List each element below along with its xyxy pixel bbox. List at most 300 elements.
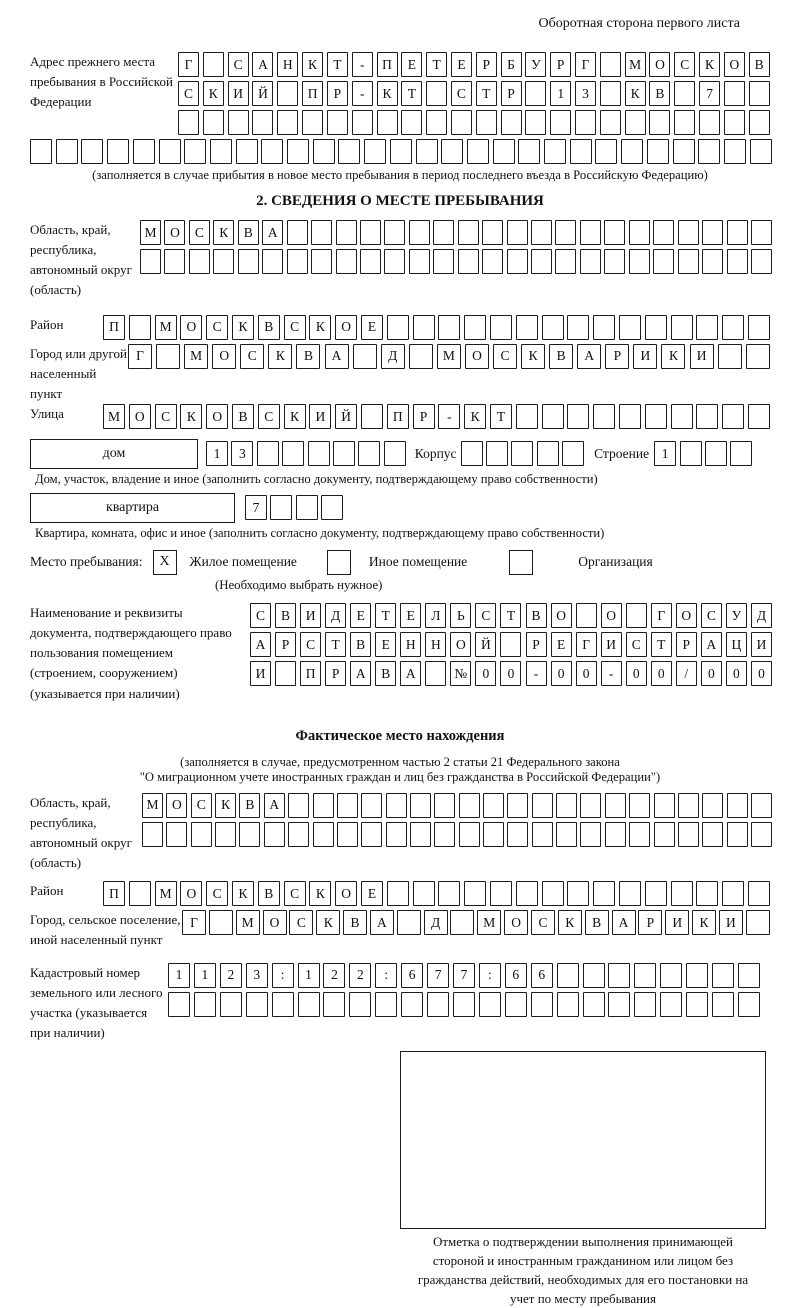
char-cell[interactable]: У xyxy=(726,603,747,628)
stay-type-checkbox-organization[interactable] xyxy=(509,550,533,575)
char-cell[interactable]: В xyxy=(238,220,259,245)
char-cell[interactable]: М xyxy=(184,344,208,369)
char-cell[interactable] xyxy=(751,220,772,245)
char-cell[interactable]: 3 xyxy=(231,441,253,466)
char-cell[interactable]: О xyxy=(601,603,622,628)
char-cell[interactable] xyxy=(140,249,161,274)
char-cell[interactable]: В xyxy=(258,315,280,340)
char-cell[interactable] xyxy=(749,110,770,135)
char-cell[interactable] xyxy=(686,992,708,1017)
char-cell[interactable]: С xyxy=(191,793,212,818)
char-cell[interactable] xyxy=(583,963,605,988)
char-cell[interactable]: С xyxy=(475,603,496,628)
char-cell[interactable]: Т xyxy=(476,81,497,106)
char-cell[interactable]: Т xyxy=(500,603,521,628)
char-cell[interactable] xyxy=(567,315,589,340)
char-cell[interactable]: О xyxy=(263,910,287,935)
char-cell[interactable] xyxy=(629,220,650,245)
char-cell[interactable]: Р xyxy=(676,632,697,657)
char-cell[interactable]: С xyxy=(531,910,555,935)
char-cell[interactable] xyxy=(516,404,538,429)
char-cell[interactable]: К xyxy=(464,404,486,429)
char-cell[interactable] xyxy=(413,881,435,906)
char-cell[interactable] xyxy=(228,110,249,135)
char-cell[interactable] xyxy=(605,822,626,847)
char-cell[interactable] xyxy=(750,139,772,164)
char-cell[interactable] xyxy=(490,881,512,906)
char-cell[interactable] xyxy=(531,220,552,245)
char-cell[interactable] xyxy=(246,992,268,1017)
char-cell[interactable] xyxy=(450,910,474,935)
char-cell[interactable] xyxy=(288,822,309,847)
char-cell[interactable] xyxy=(600,52,621,77)
char-cell[interactable] xyxy=(619,881,641,906)
char-cell[interactable] xyxy=(336,249,357,274)
char-cell[interactable] xyxy=(678,822,699,847)
char-cell[interactable] xyxy=(213,249,234,274)
char-cell[interactable]: Р xyxy=(327,81,348,106)
char-cell[interactable]: И xyxy=(601,632,622,657)
char-cell[interactable] xyxy=(410,822,431,847)
char-cell[interactable] xyxy=(625,110,646,135)
char-cell[interactable]: Н xyxy=(277,52,298,77)
char-cell[interactable] xyxy=(483,822,504,847)
char-cell[interactable] xyxy=(696,315,718,340)
char-cell[interactable] xyxy=(580,793,601,818)
char-cell[interactable]: Н xyxy=(425,632,446,657)
char-cell[interactable]: О xyxy=(551,603,572,628)
char-cell[interactable]: 6 xyxy=(401,963,423,988)
char-cell[interactable]: Р xyxy=(638,910,662,935)
char-cell[interactable] xyxy=(313,793,334,818)
char-cell[interactable] xyxy=(164,249,185,274)
char-cell[interactable]: С xyxy=(206,315,228,340)
char-cell[interactable] xyxy=(409,344,433,369)
char-cell[interactable]: К xyxy=(284,404,306,429)
char-cell[interactable] xyxy=(542,404,564,429)
char-cell[interactable] xyxy=(277,81,298,106)
char-cell[interactable]: С xyxy=(228,52,249,77)
char-cell[interactable]: - xyxy=(352,52,373,77)
char-cell[interactable] xyxy=(557,963,579,988)
char-cell[interactable] xyxy=(210,139,232,164)
char-cell[interactable] xyxy=(751,822,772,847)
char-cell[interactable]: С xyxy=(300,632,321,657)
char-cell[interactable] xyxy=(189,249,210,274)
char-cell[interactable]: 2 xyxy=(323,963,345,988)
char-cell[interactable] xyxy=(660,963,682,988)
char-cell[interactable] xyxy=(557,992,579,1017)
char-cell[interactable] xyxy=(425,661,446,686)
char-cell[interactable]: 0 xyxy=(726,661,747,686)
char-cell[interactable] xyxy=(537,441,559,466)
char-cell[interactable] xyxy=(459,793,480,818)
char-cell[interactable]: А xyxy=(264,793,285,818)
char-cell[interactable]: А xyxy=(612,910,636,935)
char-cell[interactable] xyxy=(678,220,699,245)
char-cell[interactable]: О xyxy=(676,603,697,628)
char-cell[interactable] xyxy=(748,881,770,906)
char-cell[interactable] xyxy=(686,963,708,988)
char-cell[interactable] xyxy=(361,404,383,429)
char-cell[interactable] xyxy=(302,110,323,135)
char-cell[interactable]: 1 xyxy=(168,963,190,988)
char-cell[interactable] xyxy=(507,249,528,274)
char-cell[interactable] xyxy=(215,822,236,847)
char-cell[interactable] xyxy=(702,249,723,274)
char-cell[interactable] xyxy=(525,81,546,106)
char-cell[interactable] xyxy=(724,139,746,164)
char-cell[interactable] xyxy=(629,793,650,818)
char-cell[interactable]: Д xyxy=(424,910,448,935)
char-cell[interactable] xyxy=(261,139,283,164)
char-cell[interactable] xyxy=(493,139,515,164)
char-cell[interactable]: Г xyxy=(575,52,596,77)
char-cell[interactable] xyxy=(516,315,538,340)
char-cell[interactable]: П xyxy=(377,52,398,77)
char-cell[interactable] xyxy=(712,992,734,1017)
char-cell[interactable] xyxy=(352,110,373,135)
char-cell[interactable] xyxy=(600,81,621,106)
char-cell[interactable]: : xyxy=(479,963,501,988)
char-cell[interactable] xyxy=(544,139,566,164)
char-cell[interactable]: Е xyxy=(350,603,371,628)
char-cell[interactable]: К xyxy=(309,881,331,906)
char-cell[interactable]: Р xyxy=(605,344,629,369)
char-cell[interactable]: К xyxy=(625,81,646,106)
char-cell[interactable] xyxy=(461,441,483,466)
char-cell[interactable] xyxy=(647,139,669,164)
char-cell[interactable] xyxy=(467,139,489,164)
char-cell[interactable]: О xyxy=(465,344,489,369)
char-cell[interactable] xyxy=(702,793,723,818)
char-cell[interactable] xyxy=(593,315,615,340)
char-cell[interactable]: Р xyxy=(550,52,571,77)
char-cell[interactable] xyxy=(168,992,190,1017)
char-cell[interactable] xyxy=(390,139,412,164)
char-cell[interactable]: Р xyxy=(501,81,522,106)
char-cell[interactable] xyxy=(532,793,553,818)
char-cell[interactable] xyxy=(722,404,744,429)
char-cell[interactable] xyxy=(550,110,571,135)
char-cell[interactable] xyxy=(634,963,656,988)
char-cell[interactable] xyxy=(387,881,409,906)
char-cell[interactable]: М xyxy=(103,404,125,429)
char-cell[interactable]: Т xyxy=(401,81,422,106)
char-cell[interactable] xyxy=(730,441,752,466)
char-cell[interactable] xyxy=(555,220,576,245)
char-cell[interactable]: А xyxy=(400,661,421,686)
char-cell[interactable] xyxy=(191,822,212,847)
char-cell[interactable] xyxy=(724,81,745,106)
char-cell[interactable] xyxy=(327,110,348,135)
char-cell[interactable] xyxy=(654,822,675,847)
char-cell[interactable]: А xyxy=(701,632,722,657)
char-cell[interactable]: Ц xyxy=(726,632,747,657)
char-cell[interactable]: П xyxy=(300,661,321,686)
char-cell[interactable]: И xyxy=(633,344,657,369)
char-cell[interactable] xyxy=(377,110,398,135)
char-cell[interactable]: 0 xyxy=(500,661,521,686)
char-cell[interactable] xyxy=(674,81,695,106)
char-cell[interactable] xyxy=(507,220,528,245)
char-cell[interactable]: Р xyxy=(275,632,296,657)
char-cell[interactable] xyxy=(532,822,553,847)
char-cell[interactable] xyxy=(482,249,503,274)
char-cell[interactable]: 3 xyxy=(575,81,596,106)
char-cell[interactable]: М xyxy=(142,793,163,818)
char-cell[interactable] xyxy=(287,249,308,274)
char-cell[interactable] xyxy=(678,793,699,818)
char-cell[interactable] xyxy=(30,139,52,164)
char-cell[interactable]: 1 xyxy=(298,963,320,988)
char-cell[interactable]: Г xyxy=(178,52,199,77)
char-cell[interactable] xyxy=(501,110,522,135)
char-cell[interactable]: О xyxy=(335,881,357,906)
char-cell[interactable]: К xyxy=(309,315,331,340)
char-cell[interactable] xyxy=(629,249,650,274)
char-cell[interactable]: Г xyxy=(651,603,672,628)
char-cell[interactable] xyxy=(629,822,650,847)
char-cell[interactable] xyxy=(133,139,155,164)
char-cell[interactable] xyxy=(727,822,748,847)
char-cell[interactable] xyxy=(605,793,626,818)
char-cell[interactable]: Г xyxy=(182,910,206,935)
char-cell[interactable]: В xyxy=(232,404,254,429)
char-cell[interactable] xyxy=(459,822,480,847)
char-cell[interactable] xyxy=(438,881,460,906)
char-cell[interactable]: С xyxy=(250,603,271,628)
char-cell[interactable] xyxy=(427,992,449,1017)
char-cell[interactable] xyxy=(645,881,667,906)
char-cell[interactable] xyxy=(653,249,674,274)
char-cell[interactable]: О xyxy=(504,910,528,935)
char-cell[interactable] xyxy=(270,495,292,520)
char-cell[interactable] xyxy=(361,822,382,847)
char-cell[interactable] xyxy=(580,249,601,274)
char-cell[interactable] xyxy=(433,249,454,274)
char-cell[interactable]: 6 xyxy=(531,963,553,988)
char-cell[interactable]: К xyxy=(661,344,685,369)
char-cell[interactable]: И xyxy=(751,632,772,657)
char-cell[interactable]: 0 xyxy=(701,661,722,686)
char-cell[interactable]: В xyxy=(526,603,547,628)
char-cell[interactable] xyxy=(107,139,129,164)
stay-type-checkbox-residential[interactable]: X xyxy=(153,550,177,575)
char-cell[interactable]: 1 xyxy=(550,81,571,106)
char-cell[interactable]: О xyxy=(206,404,228,429)
char-cell[interactable] xyxy=(486,441,508,466)
char-cell[interactable] xyxy=(426,110,447,135)
char-cell[interactable] xyxy=(333,441,355,466)
char-cell[interactable] xyxy=(507,793,528,818)
char-cell[interactable]: Й xyxy=(335,404,357,429)
char-cell[interactable] xyxy=(262,249,283,274)
char-cell[interactable] xyxy=(397,910,421,935)
char-cell[interactable]: К xyxy=(692,910,716,935)
char-cell[interactable] xyxy=(595,139,617,164)
char-cell[interactable]: К xyxy=(558,910,582,935)
char-cell[interactable] xyxy=(696,881,718,906)
char-cell[interactable]: А xyxy=(262,220,283,245)
char-cell[interactable] xyxy=(458,220,479,245)
char-cell[interactable]: П xyxy=(387,404,409,429)
char-cell[interactable] xyxy=(323,992,345,1017)
char-cell[interactable] xyxy=(184,139,206,164)
char-cell[interactable] xyxy=(178,110,199,135)
char-cell[interactable]: О xyxy=(166,793,187,818)
char-cell[interactable]: Д xyxy=(325,603,346,628)
char-cell[interactable] xyxy=(288,793,309,818)
char-cell[interactable] xyxy=(426,81,447,106)
char-cell[interactable]: И xyxy=(719,910,743,935)
char-cell[interactable]: И xyxy=(665,910,689,935)
char-cell[interactable] xyxy=(349,992,371,1017)
char-cell[interactable] xyxy=(649,110,670,135)
char-cell[interactable] xyxy=(81,139,103,164)
char-cell[interactable] xyxy=(321,495,343,520)
char-cell[interactable]: В xyxy=(375,661,396,686)
char-cell[interactable]: 1 xyxy=(194,963,216,988)
char-cell[interactable] xyxy=(645,404,667,429)
char-cell[interactable] xyxy=(751,249,772,274)
char-cell[interactable]: Р xyxy=(413,404,435,429)
char-cell[interactable] xyxy=(660,992,682,1017)
char-cell[interactable]: В xyxy=(749,52,770,77)
char-cell[interactable] xyxy=(556,822,577,847)
char-cell[interactable] xyxy=(203,110,224,135)
char-cell[interactable]: В xyxy=(239,793,260,818)
char-cell[interactable]: С xyxy=(284,881,306,906)
char-cell[interactable] xyxy=(434,822,455,847)
char-cell[interactable]: Е xyxy=(400,603,421,628)
char-cell[interactable] xyxy=(562,441,584,466)
char-cell[interactable] xyxy=(542,315,564,340)
char-cell[interactable] xyxy=(722,881,744,906)
char-cell[interactable] xyxy=(482,220,503,245)
char-cell[interactable]: Й xyxy=(475,632,496,657)
char-cell[interactable]: 2 xyxy=(220,963,242,988)
char-cell[interactable]: О xyxy=(724,52,745,77)
char-cell[interactable]: 7 xyxy=(453,963,475,988)
char-cell[interactable]: Г xyxy=(576,632,597,657)
char-cell[interactable]: Й xyxy=(252,81,273,106)
char-cell[interactable] xyxy=(516,881,538,906)
char-cell[interactable]: 0 xyxy=(751,661,772,686)
char-cell[interactable] xyxy=(751,793,772,818)
char-cell[interactable]: М xyxy=(437,344,461,369)
char-cell[interactable]: С xyxy=(674,52,695,77)
char-cell[interactable] xyxy=(555,249,576,274)
char-cell[interactable] xyxy=(257,441,279,466)
char-cell[interactable] xyxy=(360,249,381,274)
char-cell[interactable] xyxy=(360,220,381,245)
char-cell[interactable] xyxy=(298,992,320,1017)
char-cell[interactable] xyxy=(220,992,242,1017)
char-cell[interactable] xyxy=(238,249,259,274)
char-cell[interactable]: В xyxy=(585,910,609,935)
char-cell[interactable] xyxy=(619,315,641,340)
char-cell[interactable]: - xyxy=(526,661,547,686)
char-cell[interactable] xyxy=(336,220,357,245)
char-cell[interactable] xyxy=(401,110,422,135)
char-cell[interactable] xyxy=(746,910,770,935)
char-cell[interactable] xyxy=(410,793,431,818)
char-cell[interactable]: О xyxy=(180,881,202,906)
char-cell[interactable] xyxy=(748,404,770,429)
char-cell[interactable] xyxy=(531,992,553,1017)
char-cell[interactable]: Е xyxy=(375,632,396,657)
char-cell[interactable] xyxy=(364,139,386,164)
char-cell[interactable]: Р xyxy=(476,52,497,77)
char-cell[interactable] xyxy=(313,139,335,164)
char-cell[interactable] xyxy=(384,249,405,274)
char-cell[interactable] xyxy=(567,881,589,906)
char-cell[interactable] xyxy=(384,441,406,466)
char-cell[interactable] xyxy=(311,220,332,245)
char-cell[interactable] xyxy=(673,139,695,164)
char-cell[interactable] xyxy=(433,220,454,245)
char-cell[interactable] xyxy=(718,344,742,369)
char-cell[interactable] xyxy=(129,315,151,340)
char-cell[interactable] xyxy=(375,992,397,1017)
char-cell[interactable] xyxy=(438,315,460,340)
char-cell[interactable] xyxy=(464,315,486,340)
char-cell[interactable]: : xyxy=(272,963,294,988)
char-cell[interactable] xyxy=(702,822,723,847)
char-cell[interactable] xyxy=(272,992,294,1017)
char-cell[interactable] xyxy=(593,404,615,429)
char-cell[interactable] xyxy=(434,793,455,818)
char-cell[interactable]: - xyxy=(352,81,373,106)
char-cell[interactable]: О xyxy=(649,52,670,77)
char-cell[interactable] xyxy=(608,992,630,1017)
char-cell[interactable] xyxy=(500,632,521,657)
char-cell[interactable]: К xyxy=(699,52,720,77)
char-cell[interactable] xyxy=(361,793,382,818)
char-cell[interactable] xyxy=(671,881,693,906)
char-cell[interactable] xyxy=(239,822,260,847)
char-cell[interactable] xyxy=(604,249,625,274)
char-cell[interactable] xyxy=(593,881,615,906)
char-cell[interactable]: И xyxy=(250,661,271,686)
char-cell[interactable]: И xyxy=(228,81,249,106)
char-cell[interactable] xyxy=(358,441,380,466)
char-cell[interactable]: К xyxy=(316,910,340,935)
char-cell[interactable]: Е xyxy=(361,881,383,906)
char-cell[interactable]: А xyxy=(250,632,271,657)
char-cell[interactable]: С xyxy=(451,81,472,106)
char-cell[interactable]: № xyxy=(450,661,471,686)
char-cell[interactable]: А xyxy=(325,344,349,369)
char-cell[interactable]: С xyxy=(289,910,313,935)
char-cell[interactable] xyxy=(671,315,693,340)
char-cell[interactable] xyxy=(696,404,718,429)
char-cell[interactable] xyxy=(531,249,552,274)
char-cell[interactable] xyxy=(353,344,377,369)
char-cell[interactable]: П xyxy=(302,81,323,106)
char-cell[interactable] xyxy=(608,963,630,988)
char-cell[interactable]: Т xyxy=(490,404,512,429)
char-cell[interactable]: / xyxy=(676,661,697,686)
char-cell[interactable] xyxy=(56,139,78,164)
char-cell[interactable] xyxy=(451,110,472,135)
char-cell[interactable] xyxy=(338,139,360,164)
char-cell[interactable] xyxy=(384,220,405,245)
char-cell[interactable] xyxy=(476,110,497,135)
char-cell[interactable]: И xyxy=(300,603,321,628)
char-cell[interactable] xyxy=(441,139,463,164)
